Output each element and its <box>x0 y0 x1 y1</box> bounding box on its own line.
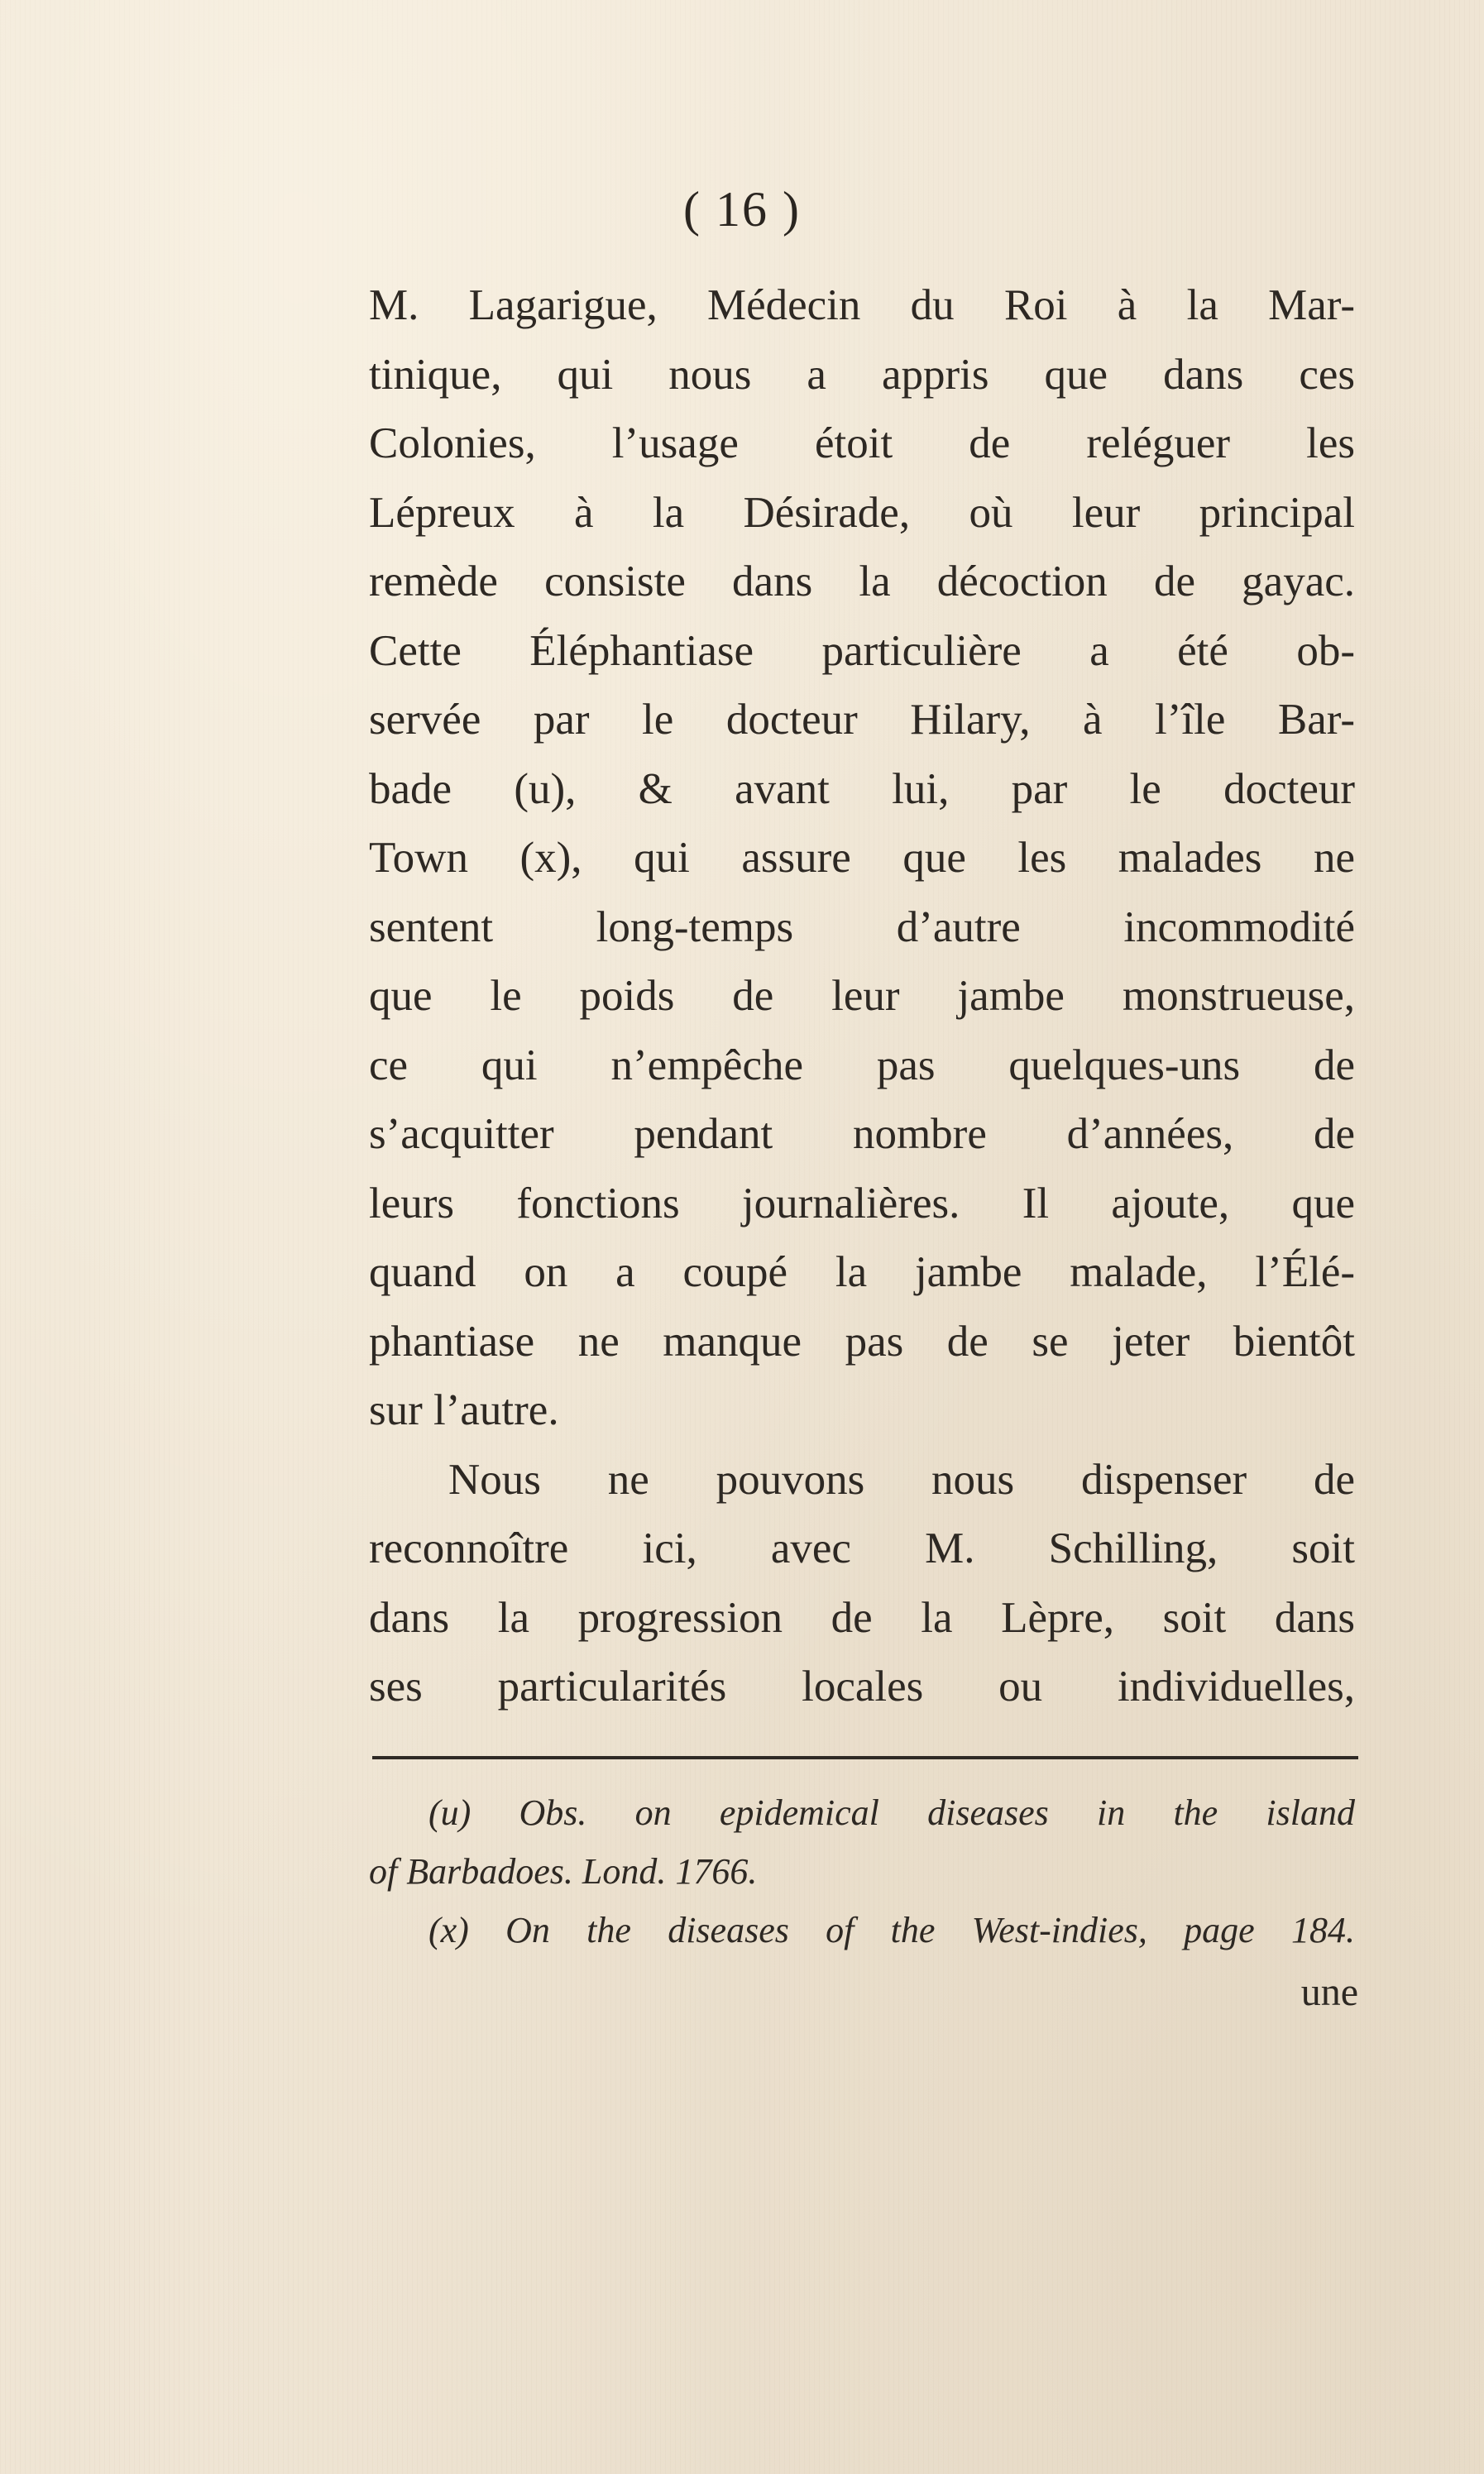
footnotes <box>369 1783 1355 1960</box>
body-line: ses particularités locales ou individuelles, <box>369 1663 1355 1711</box>
body-line: quand on a coupé la jambe malade, l’Élé- <box>369 1248 1355 1296</box>
footnote-line: (x) On the diseases of the West-indies, page 184. <box>428 1910 1355 1950</box>
page-number: ( 16 ) <box>683 182 801 237</box>
body-line: M. Lagarigue, Médecin du Roi à la Mar- <box>369 281 1355 329</box>
body-line: s’acquitter pendant nombre d’années, de <box>369 1110 1355 1158</box>
body-line: Nous ne pouvons nous dispenser de <box>448 1455 1355 1504</box>
body-line: Town (x), qui assure que les malades ne <box>369 834 1355 882</box>
body-line: bade (u), & avant lui, par le docteur <box>369 764 1355 813</box>
footnote-rule <box>372 1756 1358 1759</box>
body-line: remède consiste dans la décoction de gayac. <box>369 557 1355 605</box>
body-line: Colonies, l’usage étoit de reléguer les <box>369 419 1355 467</box>
body-line: tinique, qui nous a appris que dans ces <box>369 350 1355 399</box>
body-line: que le poids de leur jambe monstrueuse, <box>369 972 1355 1020</box>
body-line: dans la progression de la Lèpre, soit dans <box>369 1593 1355 1642</box>
body-line: ce qui n’empêche pas quelques-uns de <box>369 1041 1355 1089</box>
catchword: une <box>1300 1970 1358 2014</box>
body-line: Lépreux à la Désirade, où leur principal <box>369 488 1355 537</box>
body-line: reconnoître ici, avec M. Schilling, soit <box>369 1524 1355 1572</box>
body-text <box>369 271 1355 1722</box>
body-line: leurs fonctions journalières. Il ajoute, que <box>369 1179 1355 1227</box>
footnote-line: (u) Obs. on epidemical diseases in the island <box>428 1792 1355 1833</box>
body-line: phantiase ne manque pas de se jeter bientôt <box>369 1317 1355 1366</box>
body-line: servée par le docteur Hilary, à l’île Bar- <box>369 696 1355 744</box>
body-line: sentent long-temps d’autre incommodité <box>369 902 1355 951</box>
footnote-line: of Barbadoes. Lond. 1766. <box>369 1851 758 1892</box>
body-line: Cette Éléphantiase particulière a été ob- <box>369 626 1355 675</box>
body-line: sur l’autre. <box>369 1386 559 1434</box>
